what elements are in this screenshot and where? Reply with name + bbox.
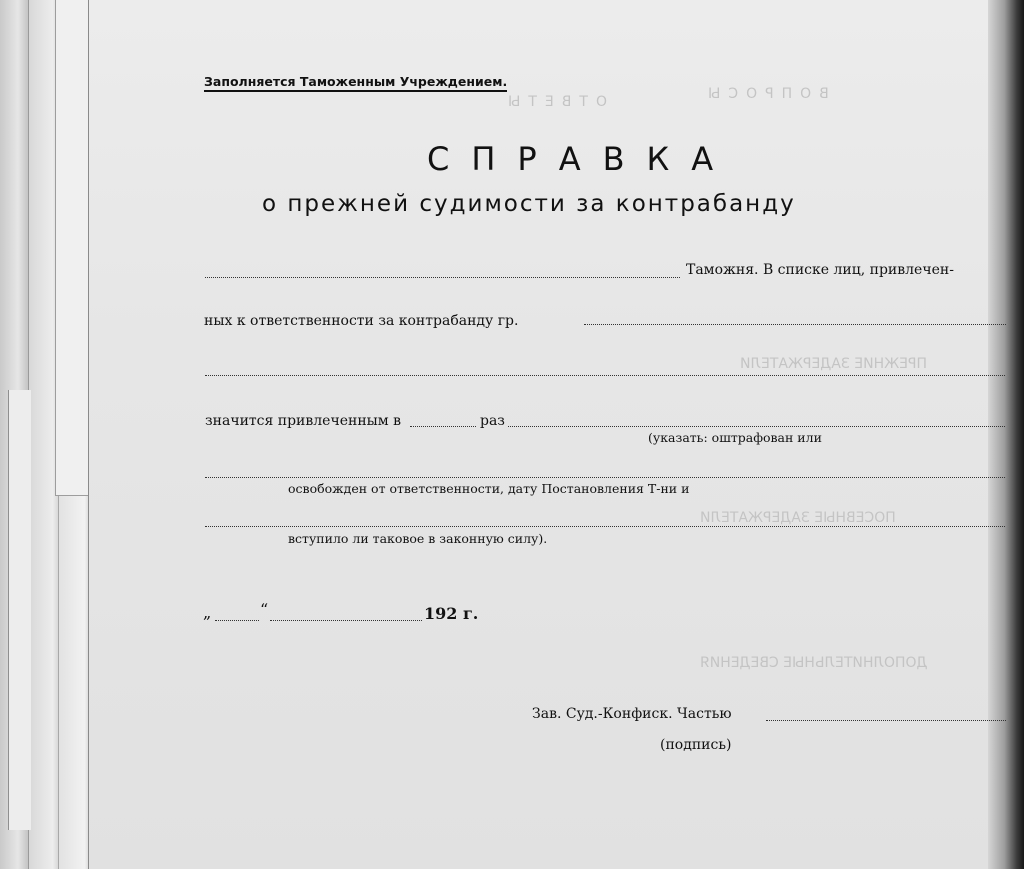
fill-in-signature[interactable] xyxy=(766,720,1006,721)
form-subtitle: о прежней судимости за контрабанду xyxy=(262,191,796,217)
signature-caption: (подпись) xyxy=(660,737,732,753)
bleed-through-text: ОТВЕТЫ xyxy=(500,94,607,110)
fill-in-line-continuation[interactable] xyxy=(205,375,1005,376)
fill-in-line-citizen-name[interactable] xyxy=(584,324,1006,325)
line4-text-a: значится привлеченным в xyxy=(205,413,402,429)
form-title: СПРАВКА xyxy=(427,140,736,178)
date-close-quote: “ xyxy=(260,600,269,619)
bleed-through-text: ПРЕЖНИЕ ЗАДЕРЖАТЕЛИ xyxy=(740,356,928,372)
stacked-page-edge xyxy=(8,390,31,830)
form-sheet xyxy=(88,0,999,869)
bleed-through-text: ПОСЕВНЫЕ ЗАДЕРЖАТЕЛИ xyxy=(700,510,896,526)
date-year: 192 г. xyxy=(424,604,479,623)
note-released: освобожден от ответственности, дату Постановления Т-ни и xyxy=(288,481,690,496)
bleed-through-text: ДОПОЛНИТЕЛЬНЫЕ СВЕДЕНИЯ xyxy=(700,655,928,671)
fill-in-count[interactable] xyxy=(410,426,476,427)
fill-in-line-customs[interactable] xyxy=(205,277,680,278)
fill-in-line-details-3[interactable] xyxy=(205,526,1005,527)
fill-in-line-details[interactable] xyxy=(508,426,1005,427)
note-legal-force: вступило ли таковое в законную силу). xyxy=(288,531,548,546)
fill-in-day[interactable] xyxy=(215,620,259,621)
line1-text: Таможня. В списке лиц, привлечен- xyxy=(686,262,954,278)
stacked-page-edge xyxy=(55,0,91,496)
header-note: Заполняется Таможенным Учреждением. xyxy=(204,74,507,92)
fill-in-line-details-2[interactable] xyxy=(205,477,1005,478)
line4-text-b: раз xyxy=(480,413,505,429)
fill-in-month[interactable] xyxy=(270,620,422,621)
bleed-through-text: ВОПРОСЫ xyxy=(700,86,829,102)
book-binding-shadow xyxy=(988,0,1024,869)
line2-text: ных к ответственности за контрабанду гр. xyxy=(204,313,519,329)
date-open-quote: „ xyxy=(203,603,212,622)
note-specify: (указать: оштрафован или xyxy=(648,430,822,445)
signature-label: Зав. Суд.-Конфиск. Частью xyxy=(532,706,732,722)
